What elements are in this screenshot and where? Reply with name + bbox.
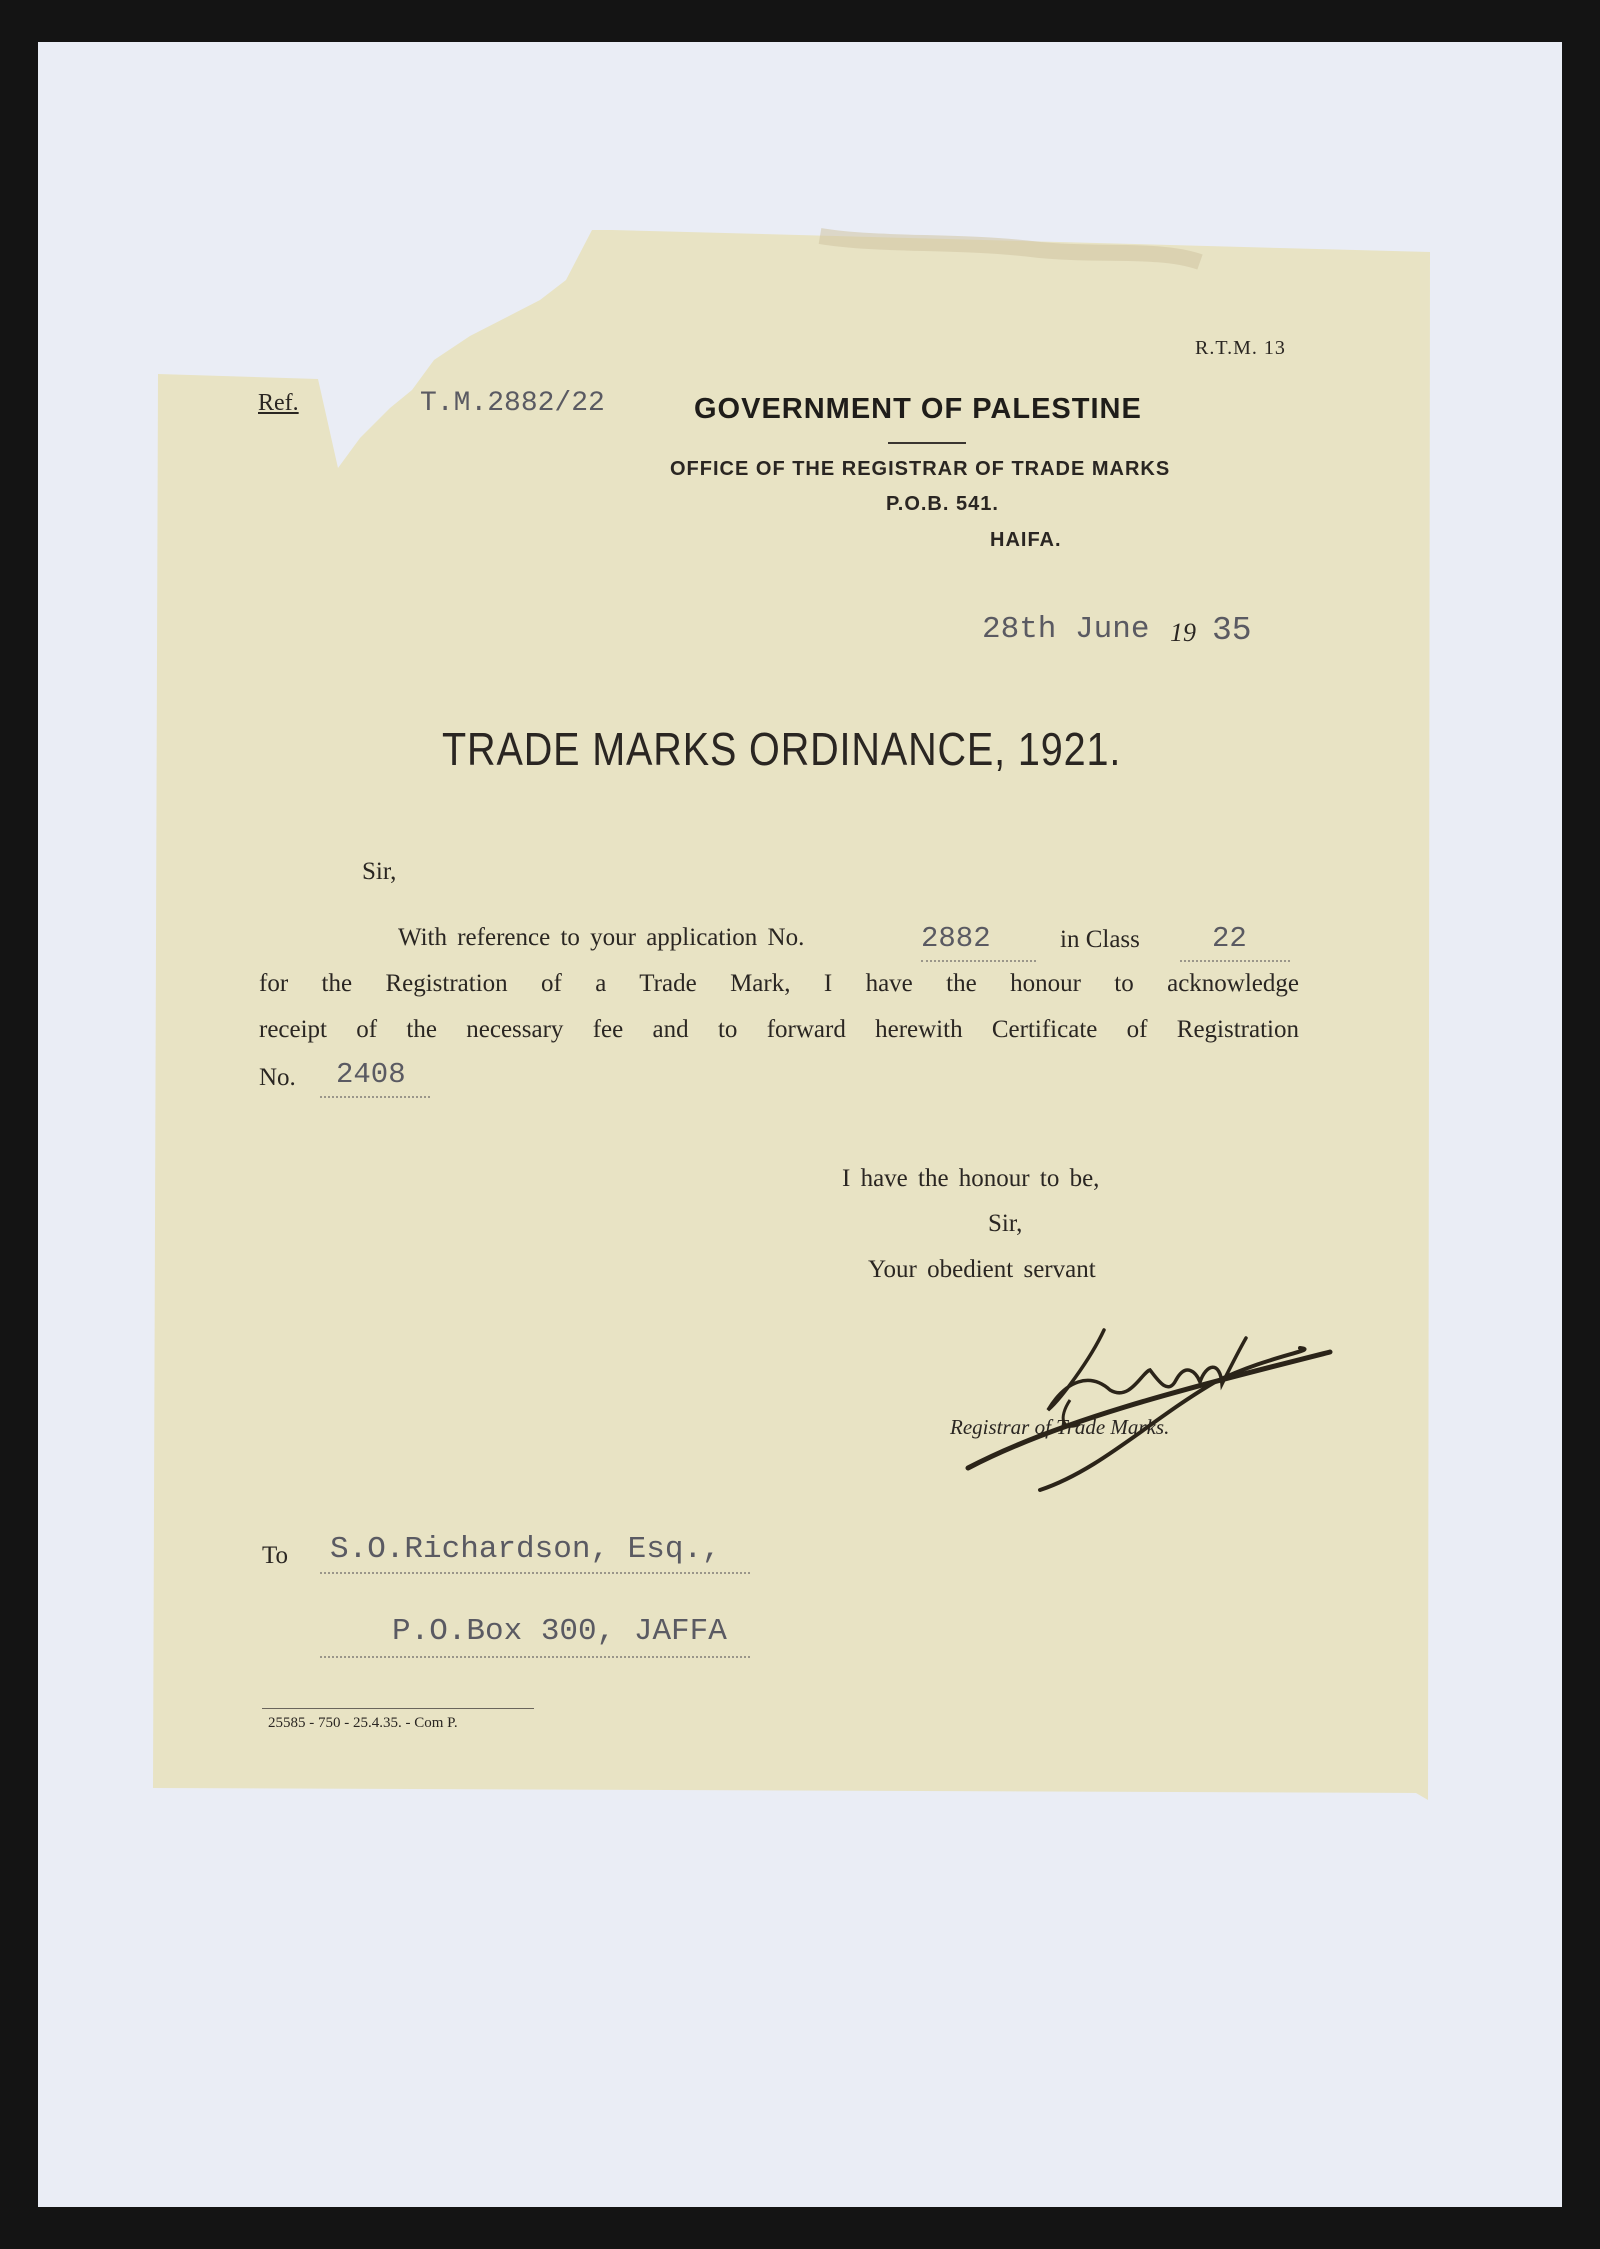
- recipient-address-line: [320, 1656, 750, 1658]
- footer-rule: [262, 1708, 534, 1709]
- office-title: OFFICE OF THE REGISTRAR OF TRADE MARKS: [670, 458, 1171, 480]
- application-number: 2882: [921, 922, 991, 955]
- date-day-month: 28th June: [982, 612, 1150, 647]
- body-line1-prefix: With reference to your application No.: [398, 924, 805, 951]
- ref-value: T.M.2882/22: [420, 388, 605, 419]
- body-line3: receipt of the necessary fee and to forward herewith Certificate of Registration: [259, 1016, 1299, 1043]
- certificate-no-label: No.: [259, 1064, 296, 1091]
- body-line2: for the Registration of a Trade Mark, I have the honour to acknowledge: [259, 970, 1299, 997]
- certificate-number: 2408: [336, 1058, 406, 1091]
- government-title: GOVERNMENT OF PALESTINE: [694, 393, 1142, 425]
- office-pob: P.O.B. 541.: [886, 493, 999, 515]
- salutation: Sir,: [362, 858, 397, 885]
- closing-line3: Your obedient servant: [868, 1256, 1096, 1283]
- class-number-line: [1180, 960, 1290, 962]
- recipient-name-line: [320, 1572, 750, 1574]
- closing-line1: I have the honour to be,: [842, 1165, 1100, 1192]
- signature-caption: Registrar of Trade Marks.: [950, 1415, 1170, 1439]
- recipient-name: S.O.Richardson, Esq.,: [330, 1532, 721, 1567]
- ref-label: Ref.: [258, 390, 299, 416]
- class-number: 22: [1212, 922, 1247, 955]
- recipient-address: P.O.Box 300, JAFFA: [392, 1614, 727, 1649]
- ordinance-title: TRADE MARKS ORDINANCE, 1921.: [442, 723, 1122, 775]
- print-code: 25585 - 750 - 25.4.35. - Com P.: [268, 1715, 458, 1731]
- date-year: 35: [1212, 612, 1252, 649]
- form-code: R.T.M. 13: [1195, 337, 1286, 359]
- class-label: in Class: [1060, 926, 1140, 953]
- date-century: 19: [1170, 618, 1196, 647]
- certificate-number-line: [320, 1096, 430, 1098]
- recipient-to-label: To: [262, 1542, 289, 1569]
- application-number-line: [921, 960, 1036, 962]
- office-city: HAIFA.: [990, 529, 1062, 551]
- closing-line2: Sir,: [988, 1210, 1023, 1237]
- header-rule: [888, 442, 966, 444]
